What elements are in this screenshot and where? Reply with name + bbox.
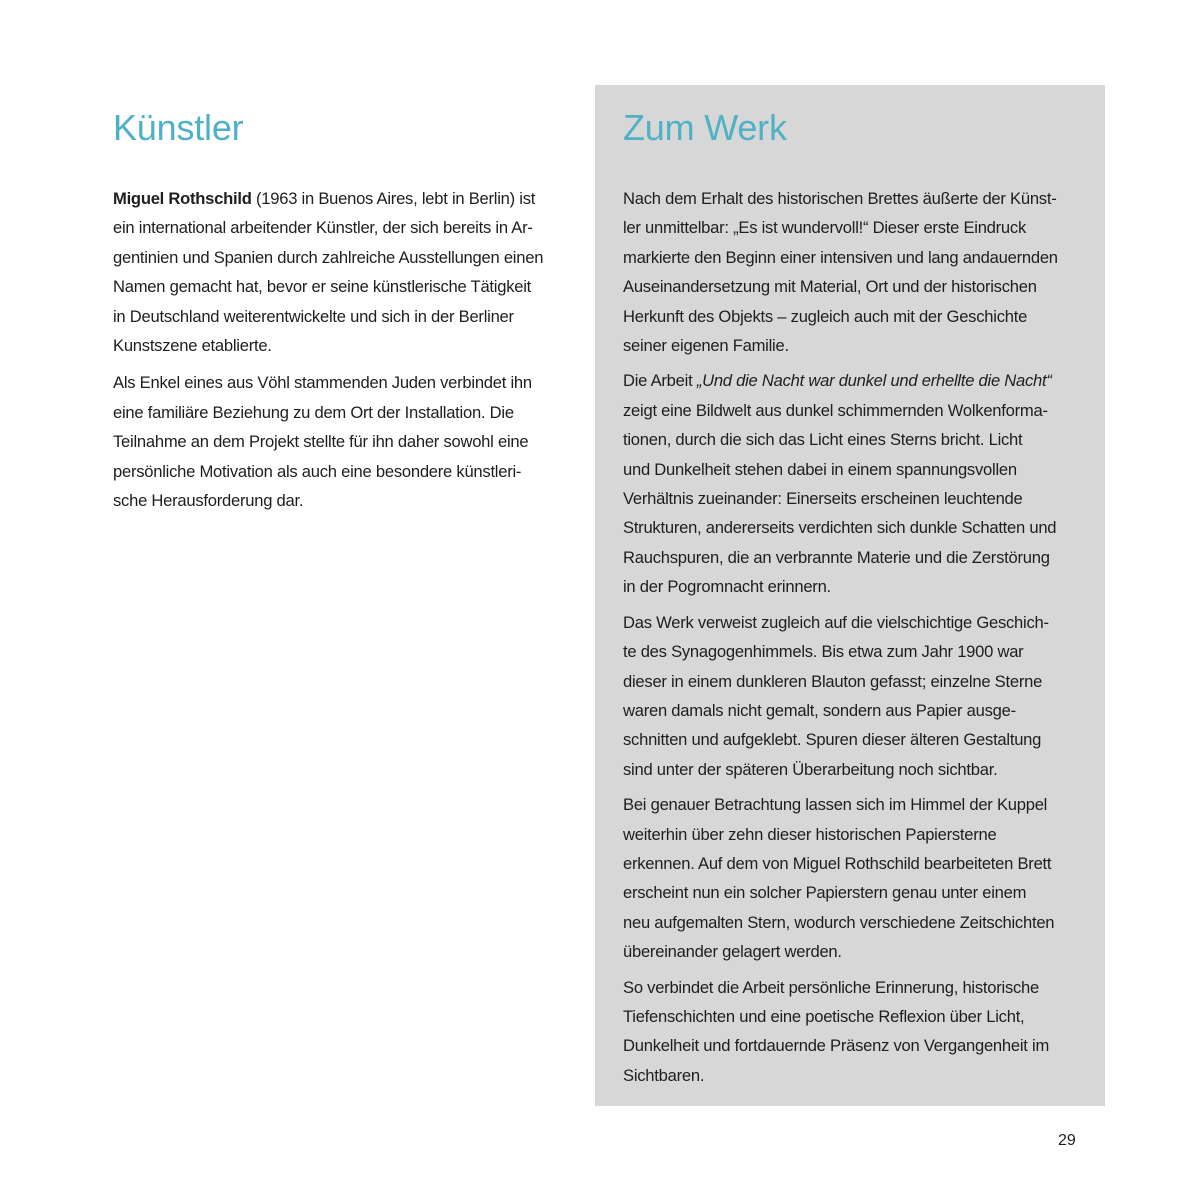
work-line: weiterhin über zehn dieser historischen Papiersterne [623,824,997,844]
work-section [595,85,1105,1106]
artist-relation-line: eine familiäre Beziehung zu dem Ort der Installation. Die [113,402,514,422]
work-line: schnitten und aufgeklebt. Spuren dieser älteren Gestaltung [623,730,1042,750]
work-line: ler unmittelbar: „Es ist wundervoll!“ Dieser erste Eindruck [623,218,1027,238]
work-paragraph-4 [623,790,1085,966]
work-line: Tiefenschichten und eine poetische Reflexion über Licht, [623,1006,1025,1026]
artist-bio-line: ein international arbeitender Künstler, der sich bereits in Ar- [113,218,533,238]
work-line: neu aufgemalten Stern, wodurch verschiedene Zeitschichten [623,912,1055,932]
work-line: zeigt eine Bildwelt aus dunkel schimmernden Wolkenforma- [623,400,1048,420]
work-line: erscheint nun ein solcher Papierstern genau unter einem [623,883,1027,903]
work-title: „Und die Nacht war dunkel und erhellte die Nacht“ [696,371,1052,391]
work-line: tionen, durch die sich das Licht eines Sterns bricht. Licht [623,430,1023,450]
work-line: und Dunkelheit stehen dabei in einem spannungsvollen [623,459,1017,479]
artist-bio-line: Kunstszene etablierte. [113,336,272,356]
work-line [623,366,1085,395]
work-line: sind unter der späteren Überarbeitung noch sichtbar. [623,759,998,779]
work-line: seiner eigenen Familie. [623,336,789,356]
work-line: Rauchspuren, die an verbrannte Materie und die Zerstörung [623,547,1050,567]
artist-bio-line: Miguel Rothschild (1963 in Buenos Aires, lebt in Berlin) ist [113,189,536,208]
work-line: Herkunft des Objekts – zugleich auch mit der Geschichte [623,306,1028,326]
work-heading: Zum Werk [623,107,787,148]
artist-relation-line: Teilnahme an dem Projekt stellte für ihn daher sowohl eine [113,432,529,452]
artist-bio-line: in Deutschland weiterentwickelte und sich in der Berliner [113,306,514,326]
work-line: te des Synagogenhimmels. Bis etwa zum Jahr 1900 war [623,642,1024,662]
artist-heading: Künstler [113,107,244,148]
work-line: Strukturen, andererseits verdichten sich dunkle Schatten und [623,518,1057,538]
work-prefix: Die Arbeit [623,371,697,391]
work-line: So verbindet die Arbeit persönliche Erinnerung, historische [623,977,1040,997]
work-line: Das Werk verweist zugleich auf die vielschichtige Geschich- [623,612,1049,632]
work-paragraph-2 [623,366,1085,601]
work-paragraph-5 [623,973,1085,1091]
work-line: markierte den Beginn einer intensiven und lang andauernden [623,247,1058,267]
artist-relation-line: persönliche Motivation als auch eine besondere künstleri- [113,461,522,481]
artist-relation-line: sche Herausforderung dar. [113,491,304,511]
work-line: in der Pogromnacht erinnern. [623,577,831,597]
artist-relation-line: Als Enkel eines aus Vöhl stammenden Juden verbindet ihn [113,373,532,393]
page-number: 29 [1058,1132,1076,1149]
artist-name: Miguel Rothschild [113,189,252,208]
work-paragraph-1 [623,184,1085,360]
work-line: Verhältnis zueinander: Einerseits erscheinen leuchtende [623,489,1023,509]
work-paragraph-3 [623,608,1085,784]
work-line: übereinander gelagert werden. [623,942,842,962]
artist-section [113,107,568,523]
work-line: Dunkelheit und fortdauernde Präsenz von Vergangenheit im [623,1036,1050,1056]
work-line: waren damals nicht gemalt, sondern aus Papier ausge- [623,700,1016,720]
work-line: Auseinandersetzung mit Material, Ort und der historischen [623,277,1037,297]
artist-bio-line: gentinien und Spanien durch zahlreiche Ausstellungen einen [113,247,544,267]
artist-bio-line: Namen gemacht hat, bevor er seine künstlerische Tätigkeit [113,277,532,297]
work-line: erkennen. Auf dem von Miguel Rothschild bearbeiteten Brett [623,853,1052,873]
artist-relation-paragraph [113,368,568,515]
artist-bio-paragraph [113,184,568,360]
work-line: dieser in einem dunkleren Blauton gefasst; einzelne Sterne [623,671,1043,691]
work-line: Sichtbaren. [623,1065,705,1085]
work-line: Nach dem Erhalt des historischen Brettes äußerte der Künst- [623,189,1057,208]
work-line: Bei genauer Betrachtung lassen sich im Himmel der Kuppel [623,795,1048,815]
